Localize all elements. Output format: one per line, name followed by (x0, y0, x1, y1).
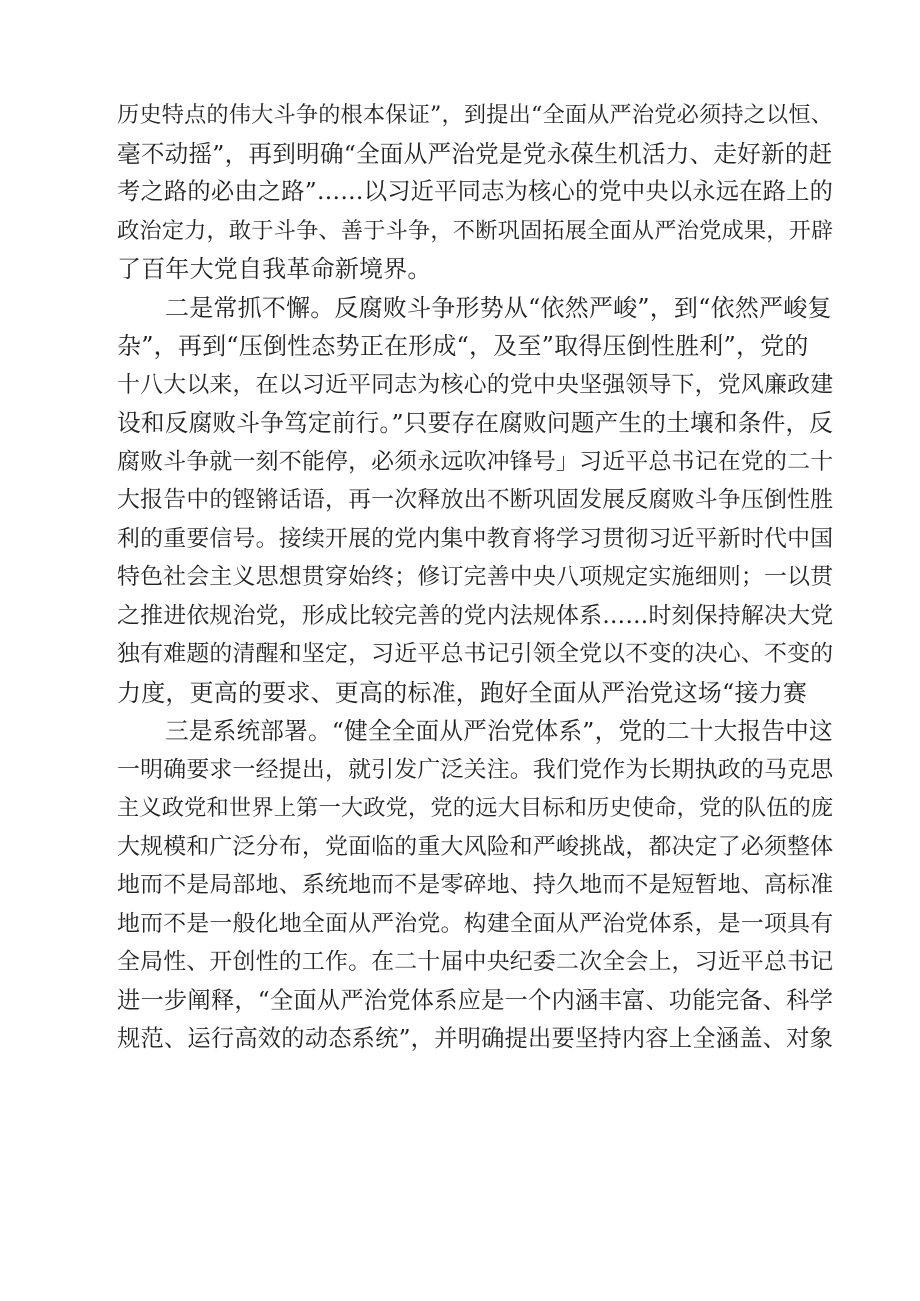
text-line: 进一步阐释，“全面从严治党体系应是一个内涵丰富、功能完备、科学 (117, 986, 834, 1014)
paragraph-1 (117, 96, 833, 289)
text-line: 考之路的必由之路”……以习近平同志为核心的党中央以永远在路上的 (117, 178, 834, 205)
paragraph-3 (117, 712, 833, 1059)
text-line: 毫不动摇”，再到明确“全面从严治党是党永葆生机活力、走好新的赶 (117, 139, 833, 168)
text-line: 力度，更高的要求、更高的标准，跑好全面从严治党这场“接力赛 (117, 678, 808, 707)
text-line: 利的重要信号。接续开展的党内集中教育将学习贯彻习近平新时代中国 (117, 525, 834, 552)
text-line: 政治定力，敢于斗争、善于斗争，不断巩固拓展全面从严治党成果，开辟 (117, 217, 834, 244)
text-line: 特色社会主义思想贯穿始终；修订完善中央八项规定实施细则；一以贯 (117, 564, 834, 590)
text-line: 设和反腐败斗争笃定前行。”只要存在腐败问题产生的土壤和条件，反 (117, 409, 834, 437)
text-line: 杂”，再到“压倒性态势正在形成“，及至”取得压倒性胜利”，党的 (117, 332, 809, 360)
text-line: 地而不是局部地、系统地而不是零碎地、持久地而不是短暂地、高标准 (117, 872, 834, 898)
text-line: 大报告中的铿锵话语，再一次释放出不断巩固发展反腐败斗争压倒性胜 (117, 487, 834, 513)
text-line: 二是常抓不懈。反腐败斗争形势从“依然严峻”，到“依然严峻复 (165, 293, 832, 322)
text-line: 了百年大党自我革命新境界。 (117, 255, 432, 283)
text-line: 历史特点的伟大斗争的根本保证”，到提出“全面从严治党必须持之以恒、 (117, 102, 834, 128)
text-line: 三是系统部署。“健全全面从严治党体系”，党的二十大报告中这 (165, 717, 833, 745)
text-line: 大规模和广泛分布，党面临的重大风险和严峻挑战，都决定了必须整体 (117, 833, 834, 860)
text-line: 腐败斗争就一刻不能停，必须永远吹冲锋号」习近平总书记在党的二十 (117, 448, 834, 475)
text-line: 地而不是一般化地全面从严治党。构建全面从严治党体系，是一项具有 (117, 910, 834, 937)
text-line: 一明确要求一经提出，就引发广泛关注。我们党作为长期执政的马克思 (117, 756, 834, 783)
text-line: 规范、运行高效的动态系统”，并明确提出要坚持内容上全涵盖、对象 (117, 1025, 834, 1052)
text-line: 主义政党和世界上第一大政党，党的远大目标和历史使命，党的队伍的庞 (117, 795, 834, 821)
text-line: 十八大以来，在以习近平同志为核心的党中央坚强领导下，党风廉政建 (117, 371, 834, 398)
text-line: 之推进依规治党，形成比较完善的党内法规体系……时刻保持解决大党 (117, 602, 834, 629)
document-body (117, 96, 833, 1059)
paragraph-2 (117, 289, 833, 713)
text-line: 全局性、开创性的工作。在二十届中央纪委二次全会上，习近平总书记 (117, 949, 834, 975)
text-line: 独有难题的清醒和坚定，习近平总书记引领全党以不变的决心、不变的 (117, 641, 834, 667)
